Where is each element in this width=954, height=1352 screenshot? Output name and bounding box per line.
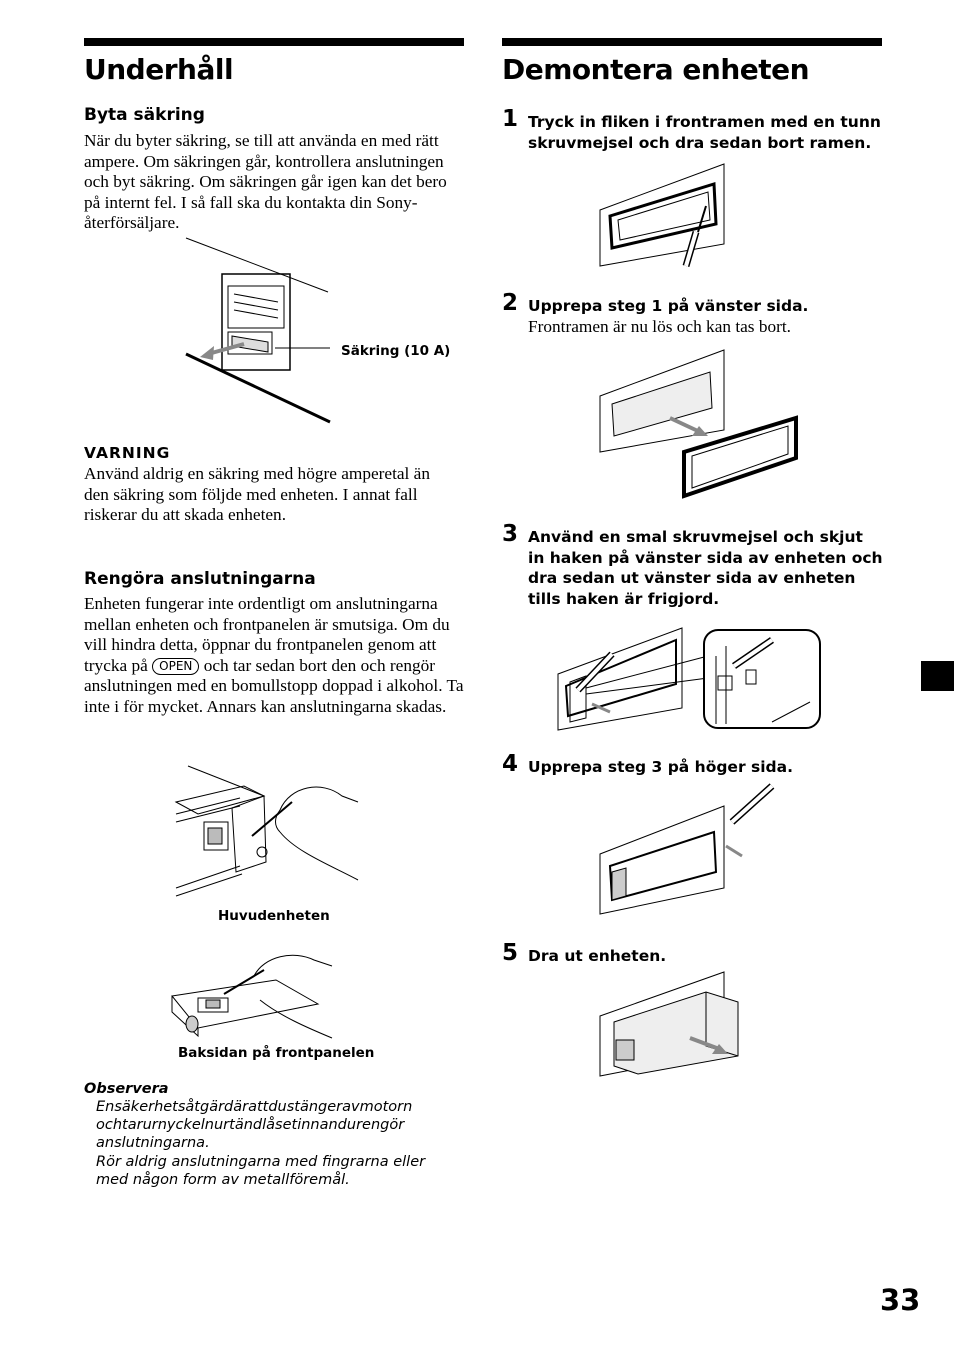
step-number: 3: [502, 521, 519, 547]
fuse-label: Säkring (10 A): [341, 343, 451, 359]
step-number: 4: [502, 751, 519, 777]
right-column: [502, 38, 882, 88]
note-item-2: Rör aldrig anslutningarna med fingrarna eller med någon form av metallföremål.: [96, 1154, 426, 1188]
step-5: [502, 940, 884, 967]
notes-heading: Observera: [84, 1081, 169, 1097]
left-column: [84, 38, 464, 88]
clean-text-before: Enheten fungerar inte ordentligt om anslutningarna mellan enheten och frontpanelen är smutsiga. Om du vill hindra detta, öppnar du frontpanelen genom att trycka på: [84, 594, 450, 675]
warning-text: Använd aldrig en säkring med högre amperetal än den säkring som följde med enheten. I annat fall riskerar du att skada enheten.: [84, 464, 430, 524]
main-unit-cleaning-illustration: [172, 762, 367, 902]
step-number: 5: [502, 940, 519, 966]
step-text: Använd en smal skruvmejsel och skjut in haken på vänster sida av enheten och dra sedan ut vänster sida av enheten tills haken är frigjord.: [528, 528, 883, 608]
section-rule: [502, 38, 882, 46]
open-button-symbol: OPEN: [152, 658, 199, 675]
fuse-text: När du byter säkring, se till att använda en med rätt ampere. Om säkringen går, kontrollera anslutningen och byt säkring. Om säkringen går igen kan det bero på internt fel. I så fall ska du kontakta din Sony-återförsäljare.: [84, 131, 447, 232]
step-subtext: Frontramen är nu lös och kan tas bort.: [528, 316, 791, 336]
step-1: [502, 106, 884, 153]
front-panel-cleaning-illustration: [168, 946, 336, 1040]
step-text: Dra ut enheten.: [528, 947, 667, 965]
section-tab-marker: [921, 661, 954, 691]
step-4-illustration: [598, 782, 778, 916]
step-number: 1: [502, 106, 519, 132]
step-5-illustration: [598, 970, 746, 1082]
caption-main-unit: Huvudenheten: [218, 908, 330, 924]
step-3-illustration: [556, 626, 824, 732]
page-number: 33: [880, 1283, 921, 1317]
clean-text: [84, 594, 466, 717]
note-item-1: Ensäkerhetsåtgärdärattdustängeravmotorn ochtarurnyckelnurtändlåsetinnandurengör anslutningarna.: [96, 1099, 413, 1151]
fuse-illustration: [180, 236, 470, 426]
page-title-removal: Demontera enheten: [502, 53, 810, 86]
section-rule: [84, 38, 464, 46]
caption-front-panel: Baksidan på frontpanelen: [178, 1045, 375, 1061]
step-2-illustration: [598, 348, 802, 500]
step-1-illustration: [598, 162, 732, 272]
step-2: [502, 290, 884, 337]
step-text: Upprepa steg 3 på höger sida.: [528, 758, 793, 776]
step-text: Tryck in fliken i frontramen med en tunn skruvmejsel och dra sedan bort ramen.: [528, 113, 881, 152]
warning-heading: VARNING: [84, 444, 171, 462]
step-4: [502, 751, 884, 778]
page-title-maintenance: Underhåll: [84, 53, 234, 86]
heading-fuse: Byta säkring: [84, 105, 205, 125]
clean-text-after: och tar sedan bort den och rengör anslutningen med en bomullstopp doppad i alkohol. Ta inte i för mycket. Annars kan anslutningarna skadas.: [84, 655, 464, 716]
step-text: Upprepa steg 1 på vänster sida.: [528, 297, 809, 315]
step-number: 2: [502, 290, 519, 316]
heading-clean: Rengöra anslutningarna: [84, 569, 316, 589]
step-3: [502, 521, 884, 609]
